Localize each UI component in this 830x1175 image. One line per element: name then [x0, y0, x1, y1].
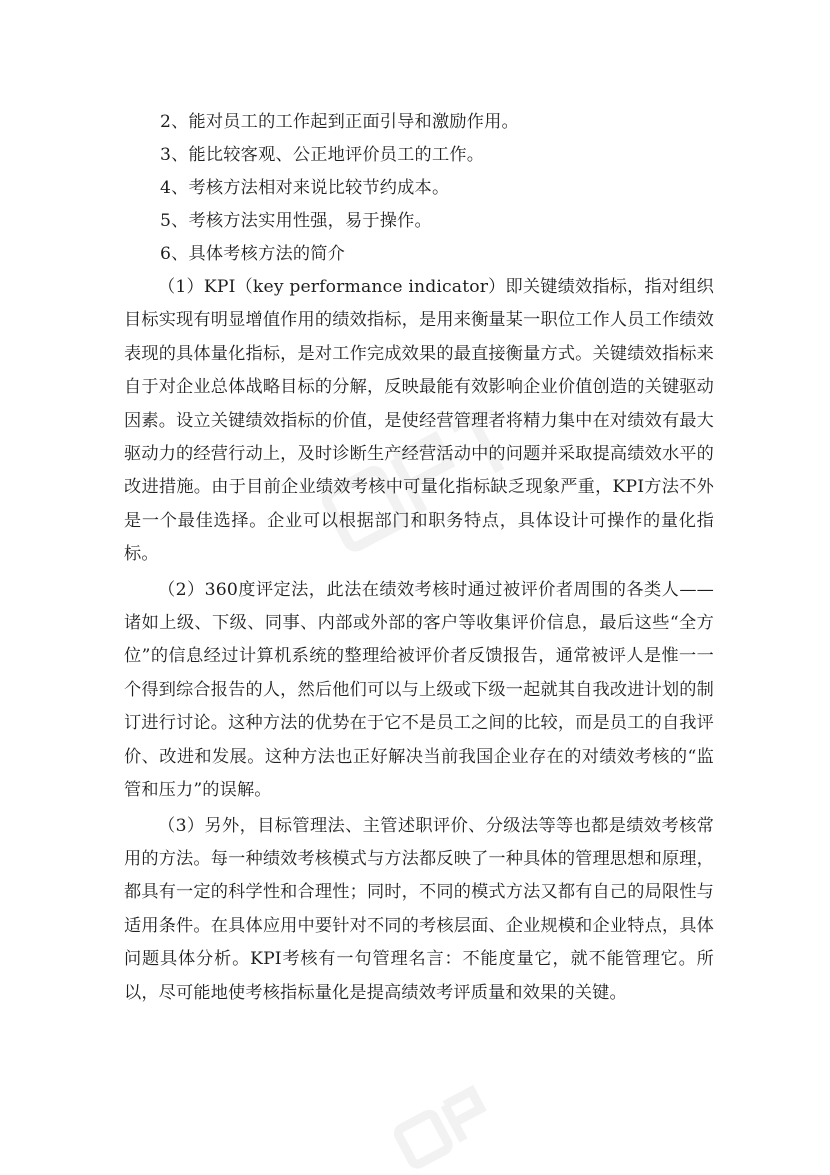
list-item: 4、考核方法相对来说比较节约成本。 [160, 178, 450, 198]
list-item: 3、能比较客观、公正地评价员工的工作。 [160, 145, 485, 165]
list-item: 5、考核方法实用性强，易于操作。 [160, 211, 432, 231]
paragraph-other-methods: （3）另外，目标管理法、主管述职评价、分级法等等也都是绩效考核常用的方法。每一种绩效考核模式与方法都反映了一种具体的管理思想和原理，都具有一定的科学性和合理性；同时，不同的模式方法又都有自己的局限性与适用条件。在具体应用中要针对不同的考核层面、企业规模和企业特点，具体问题具体分析。KPI考核有一句管理名言：不能度量它，就不能管理它。所以，尽可能地使考核指标量化是提高绩效考评质量和效果的关键。 [124, 815, 714, 1003]
document-body [124, 106, 714, 1010]
paragraph-360-degree: （2）360度评定法，此法在绩效考核时通过被评价者周围的各类人——诸如上级、下级、同事、内部或外部的客户等收集评价信息，最后这些“全方位”的信息经过计算机系统的整理给被评价者反馈报告，通常被评人是惟一一个得到综合报告的人，然后他们可以与上级或下级一起就其自我改进计划的制订进行讨论。这种方法的优势在于它不是员工之间的比较，而是员工的自我评价、改进和发展。这种方法也正好解决当前我国企业存在的对绩效考核的“监管和压力”的误解。 [124, 579, 714, 801]
list-item: 2、能对员工的工作起到正面引导和激励作用。 [160, 112, 519, 132]
watermark-logo-bottom [380, 1080, 500, 1175]
list-item: 6、具体考核方法的简介 [160, 244, 346, 264]
paragraph-kpi: （1）KPI（key performance indicator）即关键绩效指标，指对组织目标实现有明显增值作用的绩效指标，是用来衡量某一职位工作人员工作绩效表现的具体量化指标，是对工作完成效果的最直接衡量方式。关键绩效指标来自于对企业总体战略目标的分解，反映最能有效影响企业价值创造的关键驱动因素。设立关键绩效指标的价值，是使经营管理者将精力集中在对绩效有最大驱动力的经营行动上，及时诊断生产经营活动中的问题并采取提高绩效水平的改进措施。由于目前企业绩效考核中可量化指标缺乏现象严重，KPI方法不外是一个最佳选择。企业可以根据部门和职务特点，具体设计可操作的量化指标。 [124, 277, 714, 565]
